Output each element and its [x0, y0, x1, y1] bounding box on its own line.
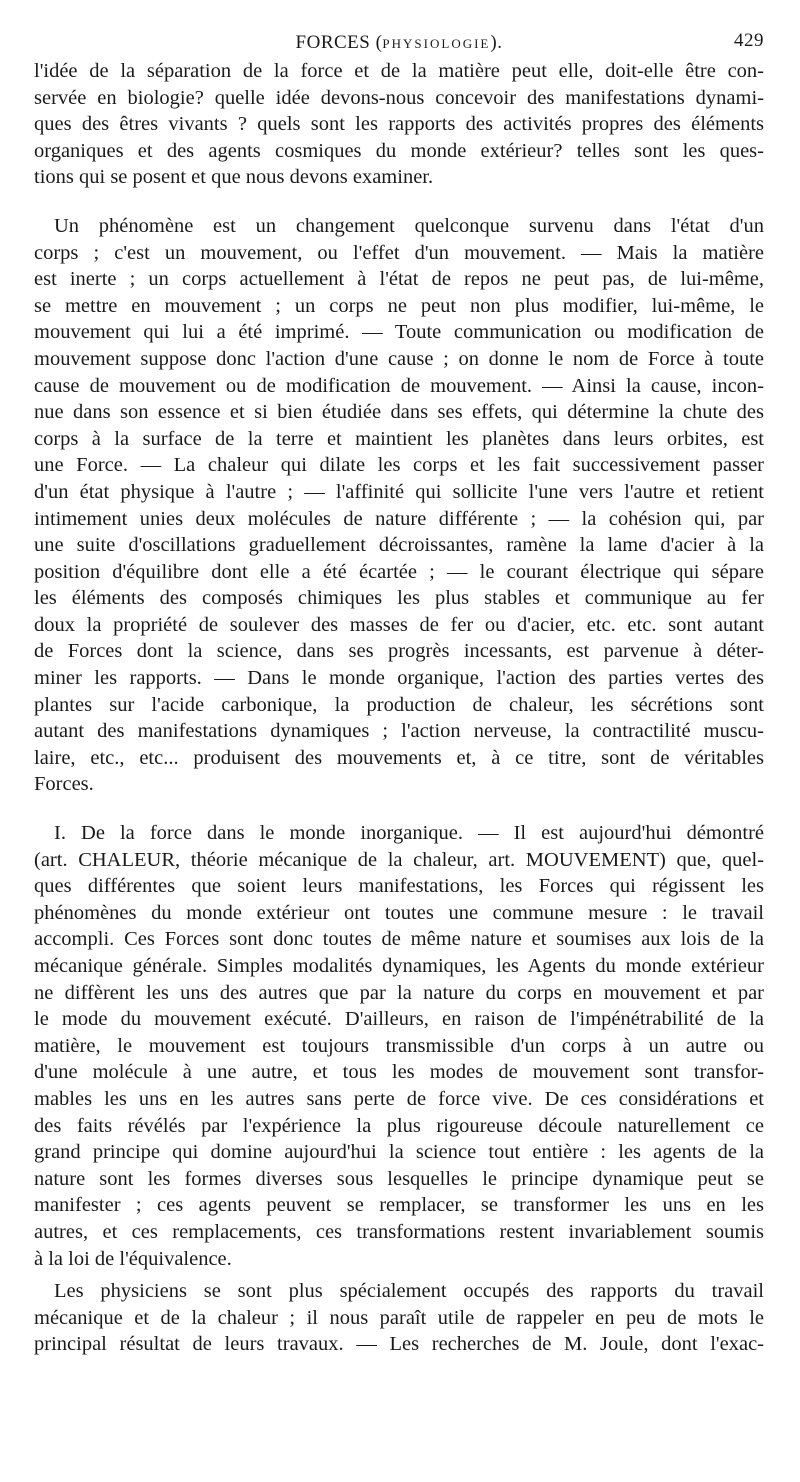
text-line: ques différentes que soient leurs manifestations, les Forces qui régissent les: [34, 875, 764, 898]
text-line: se mettre en mouvement ; un corps ne peut non plus modifier, lui-même, le: [34, 294, 764, 317]
title-main: FORCES: [295, 32, 371, 53]
text-line: l'idée de la séparation de la force et de la matière peut elle, doit-elle être con-: [34, 60, 764, 82]
text-line: grand principe qui domine aujourd'hui la science tout entière : les agents de la: [34, 1141, 764, 1164]
page-number: 429: [734, 30, 764, 51]
text-line: Forces.: [34, 773, 94, 796]
text-line: mécanique et de la chaleur ; il nous paraît utile de rappeler en peu de mots le: [34, 1306, 764, 1329]
text-line: nature sont les formes diverses sous lesquelles le principe dynamique peut se: [34, 1167, 764, 1190]
text-line: ques des êtres vivants ? quels sont les rapports des activités propres des éléments: [34, 113, 764, 136]
title-paren-open: (: [370, 32, 383, 53]
text-line: autres, et ces remplacements, ces transformations restent invariablement soumis: [34, 1220, 764, 1243]
text-line: doux la propriété de soulever des masses de fer ou d'acier, etc. etc. sont autant: [34, 613, 764, 636]
text-line: organiques et des agents cosmiques du monde extérieur? telles sont les ques-: [34, 139, 764, 162]
text-line: est inerte ; un corps actuellement à l'état de repos ne peut pas, de lui-même,: [34, 268, 764, 291]
text-line: principal résultat de leurs travaux. — Les recherches de M. Joule, dont l'exac-: [34, 1333, 764, 1356]
text-line: miner les rapports. — Dans le monde organique, l'action des parties vertes des: [34, 667, 764, 690]
text-line: position d'équilibre dont elle a été écartée ; — le courant électrique qui sépare: [34, 560, 764, 583]
paragraph-section-one: [34, 820, 764, 1272]
text-line: intimement unies deux molécules de nature différente ; — la cohésion qui, par: [34, 507, 764, 530]
text-line: corps à la surface de la terre et maintient les planètes dans leurs orbites, est: [34, 427, 764, 450]
text-line: phénomènes du monde extérieur ont toutes une commune mesure : le travail: [34, 901, 764, 924]
book-page: [34, 30, 764, 1470]
section-heading-line: I. De la force dans le monde inorganique. — Il est aujourd'hui démontré: [54, 822, 764, 845]
text-line: cause de mouvement ou de modification de mouvement. — Ainsi la cause, incon-: [34, 374, 764, 397]
text-line: mécanique générale. Simples modalités dynamiques, les Agents du monde extérieur: [34, 955, 764, 977]
text-line: accompli. Ces Forces sont donc toutes de même nature et soumises aux lois de la: [34, 928, 764, 951]
title-paren-close: ).: [490, 32, 503, 53]
text-line: une Force. — La chaleur qui dilate les corps et les fait successivement passer: [34, 454, 764, 477]
text-line: à la loi de l'équivalence.: [34, 1247, 232, 1270]
text-line: mouvement qui lui a été imprimé. — Toute communication ou modification de: [34, 321, 764, 344]
title-sub: PHYSIOLOGIE: [382, 36, 491, 51]
text-line: Un phénomène est un changement quelconque survenu dans l'état d'un: [54, 214, 764, 237]
text-line: mouvement suppose donc l'action d'une cause ; on donne le nom de Force à toute: [34, 347, 764, 370]
text-line: d'un état physique à l'autre ; — l'affinité qui sollicite l'une vers l'autre et retient: [34, 480, 764, 503]
text-line: nue dans son essence et si bien étudiée dans ses effets, qui détermine la chute des: [34, 401, 764, 424]
text-line: matière, le mouvement est toujours transmissible d'un corps à un autre ou: [34, 1034, 764, 1057]
running-title: [34, 32, 764, 54]
paragraph-physiciens: [34, 1278, 764, 1358]
text-line: Les physiciens se sont plus spécialement occupés des rapports du travail: [54, 1280, 764, 1303]
text-line: manifester ; ces agents peuvent se remplacer, se transformer les uns en les: [34, 1194, 764, 1217]
text-line: laire, etc., etc... produisent des mouvements et, à ce titre, sont de véritables: [34, 746, 764, 769]
text-line: corps ; c'est un mouvement, ou l'effet d'un mouvement. — Mais la matière: [34, 241, 764, 264]
text-line: d'une molécule à une autre, et tous les modes de mouvement sont transfor-: [34, 1061, 764, 1084]
paragraph-phenomene: [34, 213, 764, 798]
running-header: [34, 30, 764, 58]
text-line: autant des manifestations dynamiques ; l'action nerveuse, la contractilité muscu-: [34, 720, 764, 743]
text-line: ne diffèrent les uns des autres que par la nature du corps en mouvement et par: [34, 981, 764, 1004]
text-line: servée en biologie? quelle idée devons-nous concevoir des manifestations dynami-: [34, 86, 764, 109]
text-line: une suite d'oscillations graduellement décroissantes, ramène la lame d'acier à la: [34, 534, 764, 557]
text-line: les éléments des composés chimiques les plus stables et communique au fer: [34, 587, 764, 610]
text-line: tions qui se posent et que nous devons examiner.: [34, 166, 434, 189]
text-line: (art. CHALEUR, théorie mécanique de la chaleur, art. MOUVEMENT) que, quel-: [34, 848, 764, 871]
text-line: plantes sur l'acide carbonique, la production de chaleur, les sécrétions sont: [34, 693, 764, 716]
paragraph-intro: [34, 58, 764, 191]
text-line: de Forces dont la science, dans ses progrès incessants, est parvenue à déter-: [34, 640, 764, 663]
text-line: des faits révélés par l'expérience la plus rigoureuse découle naturellement ce: [34, 1114, 764, 1137]
text-line: le mode du mouvement exécuté. D'ailleurs, en raison de l'impénétrabilité de la: [34, 1008, 764, 1031]
text-line: mables les uns en les autres sans perte de force vive. De ces considérations et: [34, 1087, 764, 1110]
